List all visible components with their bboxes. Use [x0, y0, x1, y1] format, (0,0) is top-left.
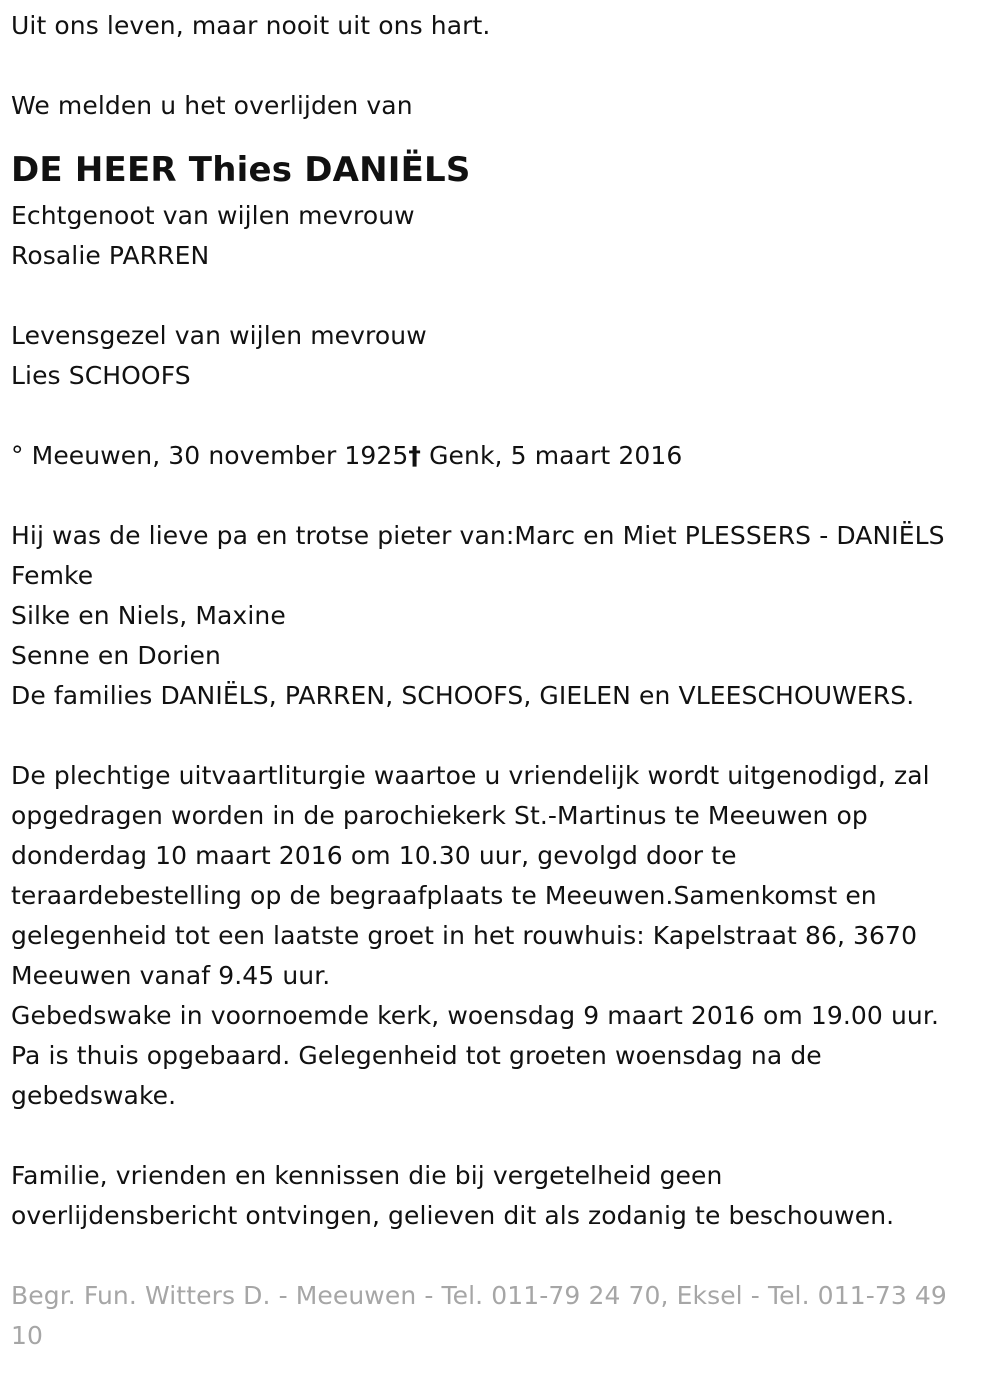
funeral-home-footer: 10	[11, 1321, 44, 1350]
intro-text: We melden u het overlijden van	[11, 91, 413, 120]
spacer	[11, 46, 1000, 86]
spacer	[11, 476, 1000, 516]
ceremony-line: donderdag 10 maart 2016 om 10.30 uur, gevolgd door te	[11, 841, 737, 870]
spacer	[11, 1116, 1000, 1156]
ceremony-line: teraardebestelling op de begraafplaats te Meeuwen.Samenkomst en	[11, 881, 877, 910]
family-line: Silke en Niels, Maxine	[11, 601, 286, 630]
notice-line: Familie, vrienden en kennissen die bij vergetelheid geen	[11, 1161, 723, 1190]
death-date: Genk, 5 maart 2016	[421, 441, 683, 470]
motto: Uit ons leven, maar nooit uit ons hart.	[11, 11, 491, 40]
ceremony-line: gelegenheid tot een laatste groet in het rouwhuis: Kapelstraat 86, 3670	[11, 921, 918, 950]
ceremony-line: gebedswake.	[11, 1081, 177, 1110]
life-dates	[11, 436, 1000, 476]
ceremony-line: Pa is thuis opgebaard. Gelegenheid tot groeten woensdag na de	[11, 1041, 822, 1070]
family-intro: Hij was de lieve pa en trotse pieter van:Marc en Miet PLESSERS - DANIËLS	[11, 521, 945, 550]
partner-name: Lies SCHOOFS	[11, 361, 191, 390]
family-line: Senne en Dorien	[11, 641, 221, 670]
spouse-label: Echtgenoot van wijlen mevrouw	[11, 201, 415, 230]
funeral-home-footer: Begr. Fun. Witters D. - Meeuwen - Tel. 011-79 24 70, Eksel - Tel. 011-73 49	[11, 1281, 947, 1310]
spacer	[11, 396, 1000, 436]
ceremony-line: opgedragen worden in de parochiekerk St.-Martinus te Meeuwen op	[11, 801, 868, 830]
deceased-name: DE HEER Thies DANIËLS	[11, 150, 471, 190]
ceremony-line: De plechtige uitvaartliturgie waartoe u vriendelijk wordt uitgenodigd, zal	[11, 761, 930, 790]
family-line: De families DANIËLS, PARREN, SCHOOFS, GIELEN en VLEESCHOUWERS.	[11, 681, 915, 710]
spacer	[11, 716, 1000, 756]
ceremony-line: Meeuwen vanaf 9.45 uur.	[11, 961, 331, 990]
birth-date: ° Meeuwen, 30 november 1925	[11, 441, 409, 470]
spouse-name: Rosalie PARREN	[11, 241, 210, 270]
cross-icon: †	[408, 441, 422, 470]
spacer	[11, 1236, 1000, 1276]
partner-label: Levensgezel van wijlen mevrouw	[11, 321, 427, 350]
spacer	[11, 276, 1000, 316]
family-line: Femke	[11, 561, 94, 590]
notice-line: overlijdensbericht ontvingen, gelieven dit als zodanig te beschouwen.	[11, 1201, 895, 1230]
ceremony-line: Gebedswake in voornoemde kerk, woensdag 9 maart 2016 om 19.00 uur.	[11, 1001, 939, 1030]
